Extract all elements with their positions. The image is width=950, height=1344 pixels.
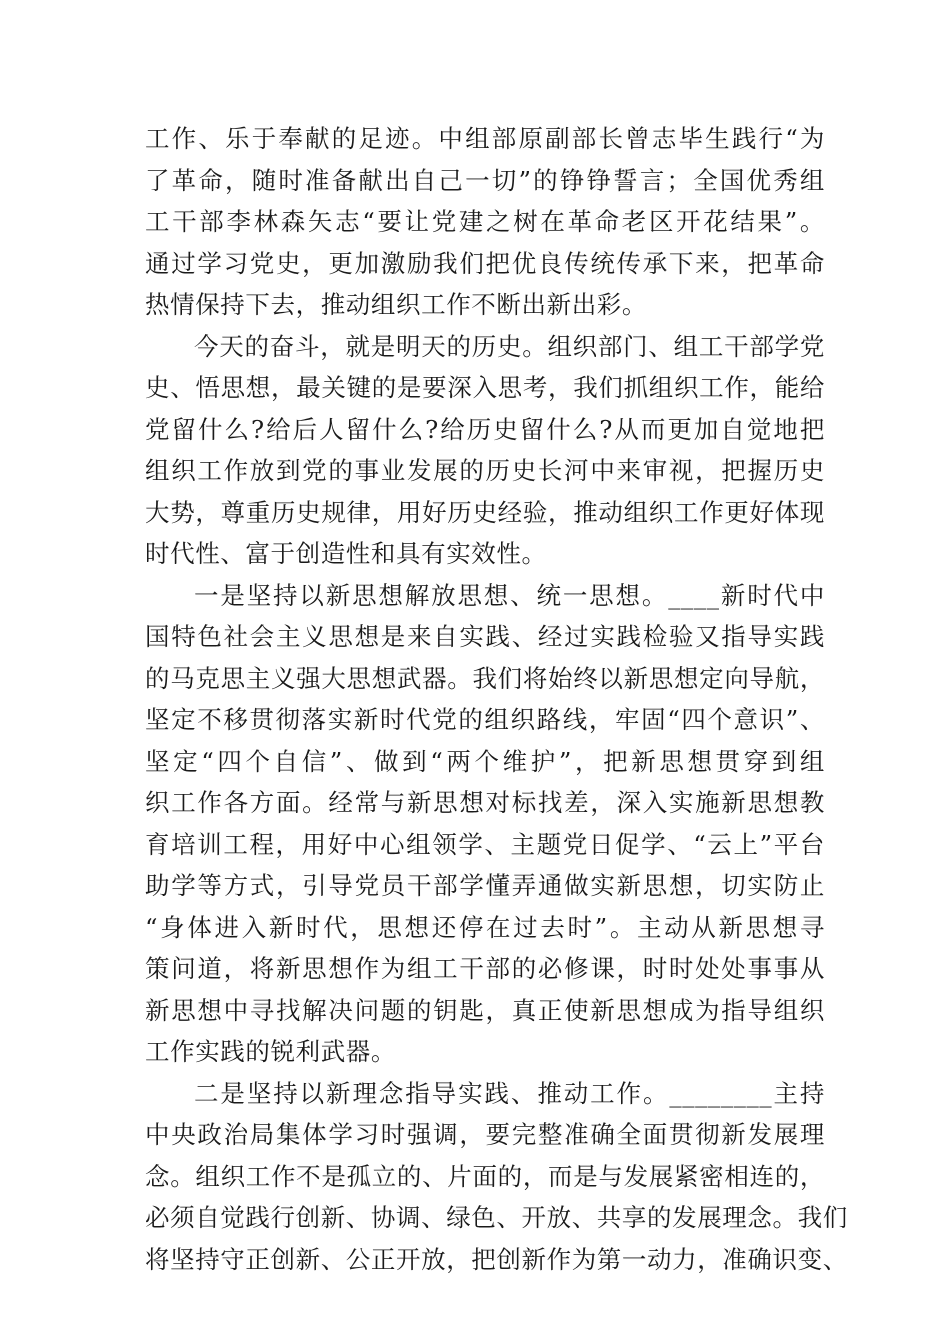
text-line: 育培训工程，用好中心组领学、主题党日促学、“云上”平台 xyxy=(145,829,825,859)
text-line: 组织工作放到党的事业发展的历史长河中来审视，把握历史 xyxy=(145,456,825,485)
text-line: 的马克思主义强大思想武器。我们将始终以新思想定向导航， xyxy=(145,663,825,693)
text-line: 热情保持下去，推动组织工作不断出新出彩。 xyxy=(145,290,647,319)
text-line: 史、悟思想，最关键的是要深入思考，我们抓组织工作，能给 xyxy=(145,373,825,402)
text-line: 了革命，随时准备献出自己一切”的铮铮誓言；全国优秀组 xyxy=(145,165,825,195)
text-line: 工作、乐于奉献的足迹。中组部原副部长曾志毕生践行“为 xyxy=(145,124,825,153)
text-line: 工作实践的锐利武器。 xyxy=(145,1037,396,1066)
text-line: 时代性、富于创造性和具有实效性。 xyxy=(145,539,547,568)
text-line: 助学等方式，引导党员干部学懂弄通做实新思想，切实防止 xyxy=(145,871,825,900)
text-line: 二是坚持以新理念指导实践、推动工作。________主持 xyxy=(194,1078,825,1108)
text-line: 织工作各方面。经常与新思想对标找差，深入实施新思想教 xyxy=(145,788,825,817)
paragraph xyxy=(145,118,825,326)
text-line: 一是坚持以新思想解放思想、统一思想。____新时代中 xyxy=(194,580,825,610)
paragraph xyxy=(145,1073,848,1281)
text-line: 念。组织工作不是孤立的、片面的，而是与发展紧密相连的， xyxy=(145,1161,825,1191)
text-line: 新思想中寻找解决问题的钥匙，真正使新思想成为指导组织 xyxy=(145,995,825,1025)
paragraph xyxy=(145,326,825,575)
text-line: 将坚持守正创新、公正开放，把创新作为第一动力，准确识变、 xyxy=(145,1244,848,1274)
text-line: 国特色社会主义思想是来自实践、经过实践检验又指导实践 xyxy=(145,622,825,651)
text-line: 工干部李林森矢志“要让党建之树在革命老区开花结果”。 xyxy=(145,207,825,236)
text-line: 必须自觉践行创新、协调、绿色、开放、共享的发展理念。我们 xyxy=(145,1203,848,1232)
text-line: 今天的奋斗，就是明天的历史。组织部门、组工干部学党 xyxy=(194,331,825,361)
text-line: 通过学习党史，更加激励我们把优良传统传承下来，把革命 xyxy=(145,248,825,278)
text-line: 大势，尊重历史规律，用好历史经验，推动组织工作更好体现 xyxy=(145,497,825,527)
text-line: 中央政治局集体学习时强调，要完整准确全面贯彻新发展理 xyxy=(145,1120,825,1149)
text-line: “身体进入新时代，思想还停在过去时”。主动从新思想寻 xyxy=(145,912,825,942)
text-line: 策问道，将新思想作为组工干部的必修课，时时处处事事从 xyxy=(145,954,825,983)
text-line: 坚定不移贯彻落实新时代党的组织路线，牢固“四个意识”、 xyxy=(145,705,825,734)
paragraph xyxy=(145,575,825,1073)
text-line: 坚定“四个自信”、做到“两个维护”，把新思想贯穿到组 xyxy=(145,746,825,776)
text-line: 党留什么?给后人留什么?给历史留什么?从而更加自觉地把 xyxy=(145,414,825,444)
document-body xyxy=(145,118,848,1280)
